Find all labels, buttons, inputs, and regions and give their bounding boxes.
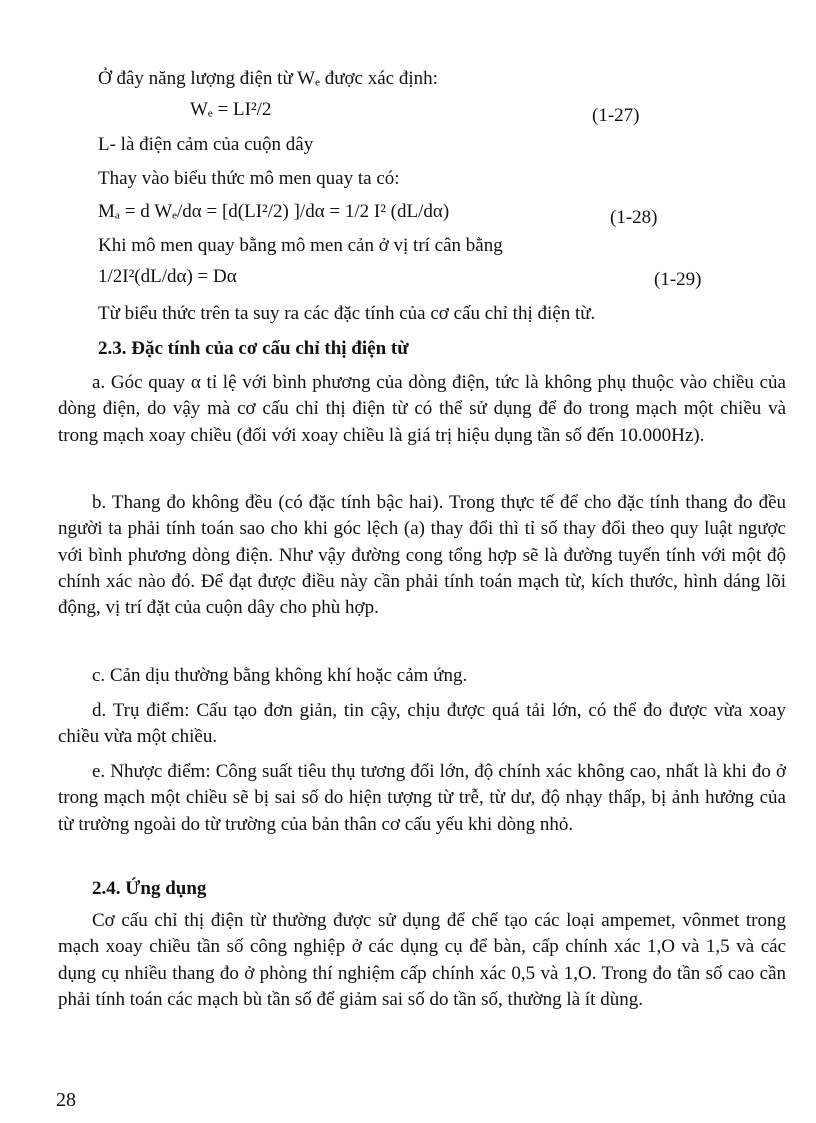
section-heading-2-3: 2.3. Đặc tính của cơ cấu chỉ thị điện từ bbox=[98, 338, 409, 359]
equation-number-1-29: (1-29) bbox=[654, 269, 702, 290]
paragraph-e: e. Nhược điểm: Công suất tiêu thụ tương đối lớn, độ chính xác không cao, nhất là khi đo ở trong mạch một chiều sẽ bị sai số do hiện tượng từ trễ, từ dư, độ nhạy thấp, bị ảnh hưởng của từ trường ngoài do từ trường của bản thân cơ cấu yếu khi dòng nhỏ. bbox=[58, 761, 786, 835]
equation-1-28: Mₐ = d Wₑ/dα = [d(LI²/2) ]/dα = 1/2 I² (dL/dα) bbox=[98, 201, 450, 222]
equation-1-27: Wₑ = LI²/2 bbox=[190, 99, 272, 120]
paragraph-b: b. Thang đo không đều (có đặc tính bậc hai). Trong thực tế để cho đặc tính thang đo đều người ta phải tính toán sao cho khi góc lệch (a) thay đổi thì tỉ số thay đổi theo quy luật ngược với bình phương dòng điện. Như vậy đường cong tổng hợp sẽ là đường tuyến tính với một độ chính xác nào đó. Để đạt được điều này cần phải tính toán mạch từ, kích thước, hình dáng lõi động, vị trí đặt của cuộn dây cho phù hợp. bbox=[58, 492, 786, 619]
equation-number-1-27: (1-27) bbox=[592, 105, 640, 126]
equation-number-1-28: (1-28) bbox=[610, 207, 658, 228]
paragraph-c: c. Cản dịu thường bằng không khí hoặc cảm ứng. bbox=[92, 665, 468, 686]
section-heading-2-4: 2.4. Ứng dụng bbox=[92, 878, 207, 899]
paragraph-d: d. Trụ điểm: Cấu tạo đơn giản, tin cậy, chịu được quá tải lớn, có thể đo được vừa xoay chiều vừa một chiều. bbox=[58, 700, 786, 748]
inductance-definition: L- là điện cảm của cuộn dây bbox=[98, 134, 314, 155]
substitution-line: Thay vào biểu thức mô men quay ta có: bbox=[98, 168, 400, 189]
paragraph-application: Cơ cấu chỉ thị điện từ thường được sử dụng để chế tạo các loại ampemet, vônmet trong mạch xoay chiều tần số công nghiệp ở các dụng cụ để bàn, cấp chính xác 1,O và 1,5 và các dụng cụ nhiều thang đo ở phòng thí nghiệm cấp chính xác 0,5 và 1,O. Trong đo tần số cao cần phải tính toán các mạch bù tần số để giảm sai số do tần số, thường là ít dùng. bbox=[58, 910, 786, 1010]
page-number: 28 bbox=[56, 1089, 76, 1111]
equation-1-29: 1/2I²(dL/dα) = Dα bbox=[98, 266, 237, 287]
derivation-line: Từ biểu thức trên ta suy ra các đặc tính của cơ cấu chỉ thị điện từ. bbox=[98, 303, 596, 324]
intro-line: Ở đây năng lượng điện từ Wₑ được xác định: bbox=[98, 68, 438, 89]
balance-line: Khi mô men quay bằng mô men cản ở vị trí cân bằng bbox=[98, 235, 503, 256]
paragraph-a: a. Góc quay α tỉ lệ với bình phương của dòng điện, tức là không phụ thuộc vào chiều của dòng điện, do vậy mà cơ cấu chỉ thị điện từ có thể sử dụng để đo trong mạch một chiều và trong mạch xoay chiều (đối với xoay chiều là giá trị hiệu dụng tần số đến 10.000Hz). bbox=[58, 372, 786, 446]
